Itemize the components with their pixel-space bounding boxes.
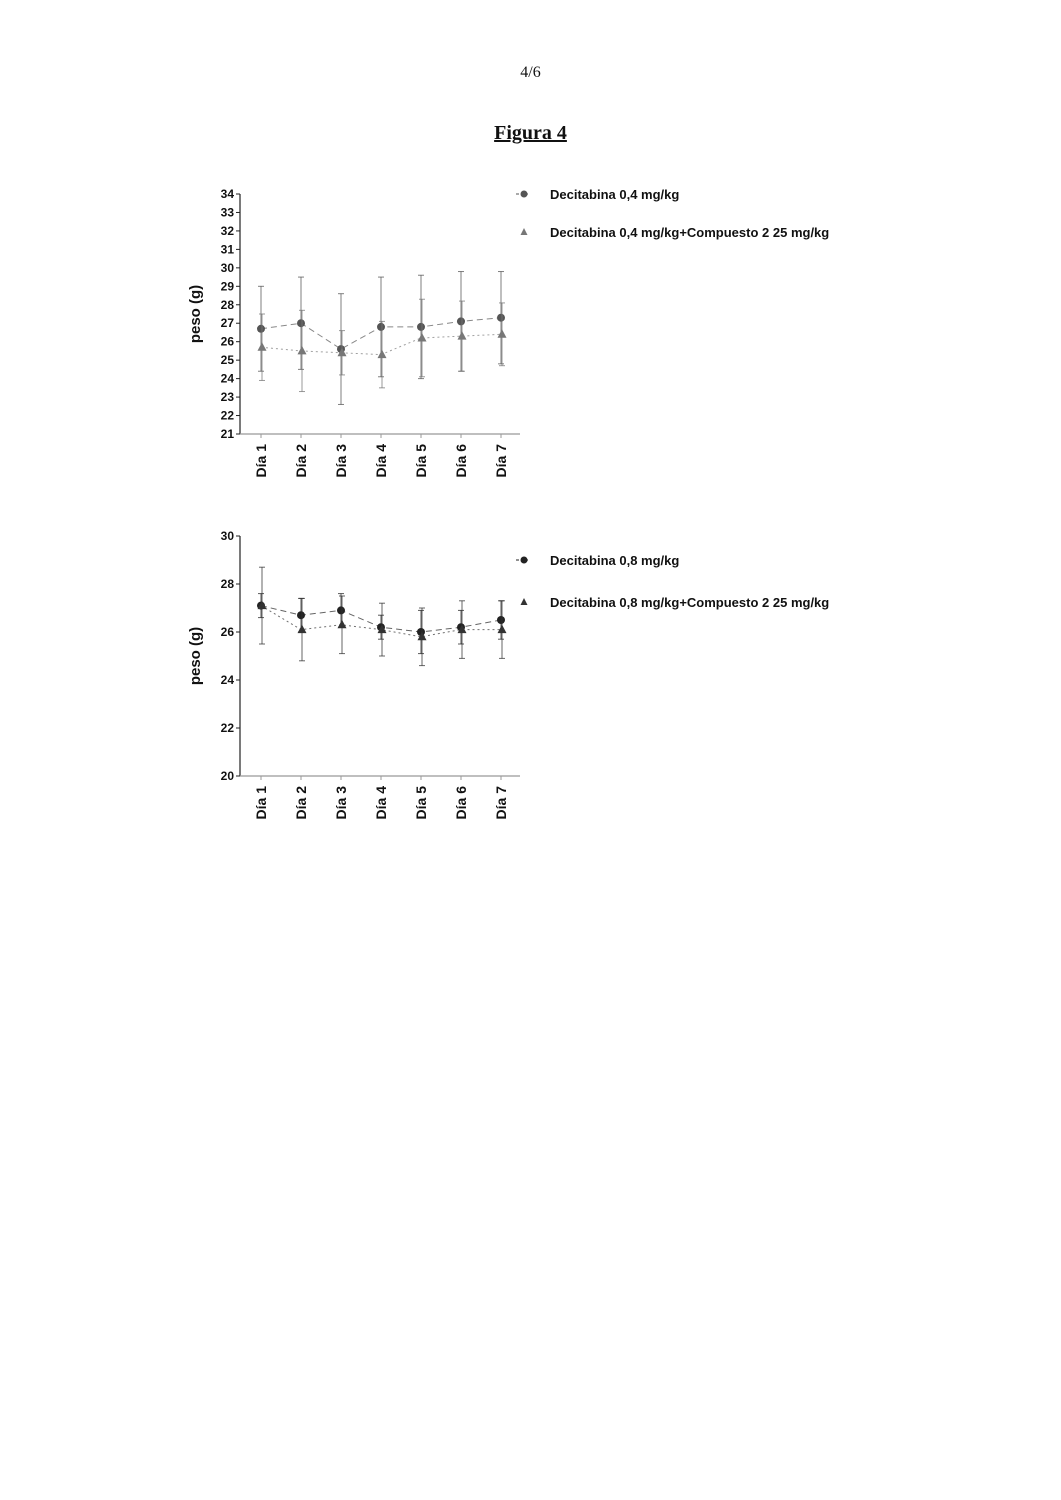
y-tick-label: 26 (220, 625, 234, 639)
x-tick-label: Día 2 (293, 786, 309, 820)
page-number: 4/6 (520, 64, 541, 81)
y-tick-label: 24 (220, 371, 234, 386)
x-tick-label: Día 3 (333, 786, 349, 820)
y-tick-label: 31 (220, 242, 234, 257)
legend-marker-circle (521, 557, 528, 564)
y-tick-label: 22 (220, 721, 234, 735)
legend-marker-circle (521, 191, 528, 198)
figure-title: Figura 4 (494, 122, 567, 144)
x-tick-label: Día 7 (493, 786, 509, 820)
y-tick-label: 20 (220, 769, 234, 783)
y-tick-label: 33 (220, 205, 234, 220)
y-tick-label: 28 (220, 577, 234, 591)
x-tick-label: Día 6 (453, 786, 469, 820)
x-tick-label: Día 1 (253, 786, 269, 820)
x-tick-label: Día 7 (493, 444, 509, 478)
x-tick-label: Día 3 (333, 444, 349, 478)
data-point-triangle (258, 342, 267, 351)
x-tick-label: Día 5 (413, 444, 429, 478)
y-tick-label: 25 (220, 353, 234, 368)
data-point-triangle (338, 620, 347, 629)
data-point-triangle (498, 625, 507, 634)
data-point-circle (497, 314, 505, 322)
x-tick-label: Día 5 (413, 786, 429, 820)
y-tick-label: 34 (220, 187, 234, 201)
y-tick-label: 23 (220, 390, 234, 405)
y-tick-label: 21 (220, 427, 234, 441)
weight-chart-0-8 (0, 520, 1061, 850)
y-tick-label: 27 (220, 316, 234, 331)
legend-label: Decitabina 0,8 mg/kg+Compuesto 2 25 mg/kg (550, 595, 830, 610)
legend-label: Decitabina 0,4 mg/kg+Compuesto 2 25 mg/kg (550, 225, 830, 240)
x-tick-label: Día 6 (453, 444, 469, 478)
data-point-triangle (458, 331, 467, 340)
data-point-circle (457, 317, 465, 325)
x-tick-label: Día 4 (373, 786, 389, 820)
y-axis-label: peso (g) (187, 626, 204, 686)
data-point-circle (297, 319, 305, 327)
y-tick-label: 32 (220, 223, 234, 238)
data-point-circle (337, 606, 345, 614)
y-tick-label: 24 (220, 673, 234, 687)
y-tick-label: 28 (220, 297, 234, 312)
data-point-circle (297, 611, 305, 619)
data-point-triangle (418, 333, 427, 342)
legend-marker-triangle (521, 598, 528, 605)
x-tick-label: Día 4 (373, 444, 389, 478)
x-tick-label: Día 1 (253, 444, 269, 478)
weight-chart-0-4 (0, 170, 1061, 500)
data-point-circle (377, 323, 385, 331)
data-point-triangle (498, 329, 507, 338)
data-point-triangle (298, 346, 307, 355)
y-axis-label: peso (g) (187, 284, 204, 344)
data-point-circle (257, 325, 265, 333)
legend-marker-triangle (521, 228, 528, 235)
data-point-triangle (378, 350, 387, 359)
y-tick-label: 30 (220, 529, 234, 543)
legend-label: Decitabina 0,8 mg/kg (550, 553, 680, 568)
y-tick-label: 22 (220, 408, 234, 423)
y-tick-label: 29 (220, 279, 234, 294)
data-point-circle (417, 323, 425, 331)
x-tick-label: Día 2 (293, 444, 309, 478)
y-tick-label: 30 (220, 260, 234, 275)
legend-label: Decitabina 0,4 mg/kg (550, 187, 680, 202)
data-point-circle (497, 616, 505, 624)
y-tick-label: 26 (220, 334, 234, 349)
